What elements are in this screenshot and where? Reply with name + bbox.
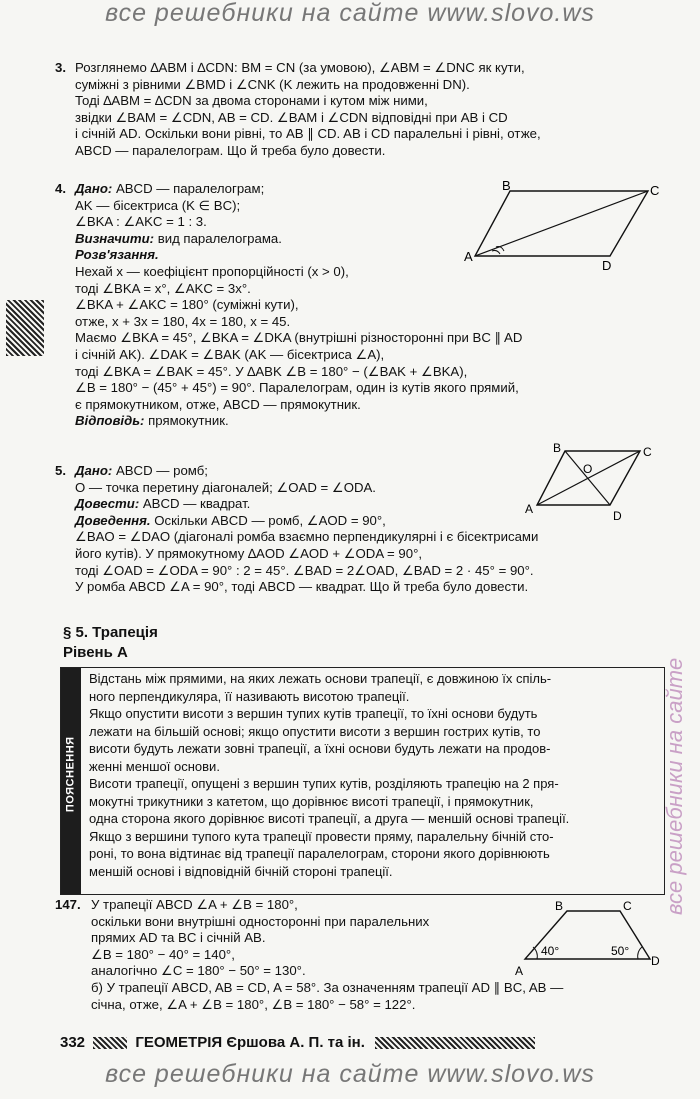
parallelogram-figure <box>464 178 665 273</box>
text-line: ABCD — паралелограм. Що й треба було довести. <box>75 142 386 158</box>
text-line: ∠BAO = ∠DAO (діагоналі ромба взаємно перпендикулярні і є бісектрисами <box>75 529 539 545</box>
vertex-label-a: A <box>515 964 524 978</box>
vertex-label-d: D <box>613 509 622 523</box>
problem-5 <box>55 441 665 596</box>
text-line: Розглянемо ∆ABM і ∆CDN: BM = CN (за умовою), ∠ABM = ∠DNC як кути, <box>75 60 525 75</box>
text-line: Оскільки ABCD — ромб, ∠AOD = 90°, <box>154 512 386 528</box>
prove-text: ABCD — квадрат. <box>142 496 251 512</box>
text-line: Тоді ∆ABM = ∆CDN за двома сторонами і кутом між ними, <box>75 93 428 109</box>
text-line: тоді ∠BKA = ∠BAK = 45°. У ∆ABK ∠B = 180° − (∠BAK + ∠BKA), <box>75 363 468 379</box>
text-line: ∠BKA : ∠AKC = 1 : 3. <box>75 214 207 230</box>
text-line: прямих AD та BC і січній AB. <box>91 930 266 946</box>
level-title: Рівень А <box>63 644 128 661</box>
text-line: аналогічно ∠C = 180° − 50° = 130°. <box>91 963 306 979</box>
angle-label-a: 40° <box>541 944 560 958</box>
given-label: Дано: <box>75 181 113 196</box>
vertex-label-c: C <box>650 183 660 198</box>
note-line: Якщо з вершини тупого кута трапеції провести пряму, паралельну бічній сто- <box>89 828 554 844</box>
text-line: У ромба ABCD ∠A = 90°, тоді ABCD — квадрат. Що й треба було довести. <box>75 579 529 595</box>
text-line: звідки ∠BAM = ∠CDN, AB = CD. ∠BAM і ∠CDN відповідні при AB і CD <box>75 109 508 125</box>
text-line: і січній AK). ∠DAK = ∠BAK (AK — бісектриса ∠A), <box>75 346 385 362</box>
note-line: ного перпендикуляра, її називають висотою трапеції. <box>89 688 410 704</box>
find-label: Визначити: <box>75 230 155 246</box>
watermark-top: все решебники на сайте www.slovo.ws <box>105 0 595 27</box>
vertex-label-b: B <box>555 899 564 913</box>
text-line: б) У трапеції ABCD, AB = CD, A = 58°. За означенням трапеції AD ∥ BC, AB — <box>91 979 564 995</box>
text-line: O — точка перетину діагоналей; ∠OAD = ∠ODA. <box>75 479 376 495</box>
watermark-bottom: все решебники на сайте www.slovo.ws <box>105 1060 595 1088</box>
note-line: Відстань між прямими, на яких лежать основи трапеції, є довжиною їх спіль- <box>89 671 552 686</box>
answer-label: Відповідь: <box>75 413 145 429</box>
given-text: ABCD — паралелограм; <box>115 181 265 196</box>
problem-147 <box>55 897 665 1013</box>
footer-hatch-right <box>375 1037 535 1049</box>
text-line: і січній AD. Оскільки вони рівні, то AB ∥ CD. AB і CD паралельні і рівні, отже, <box>75 126 541 142</box>
text-line: суміжні з рівними ∠BMD і ∠CNK (K лежить на продовженні DN). <box>75 76 470 92</box>
vertex-label-a: A <box>464 249 473 264</box>
note-line: роні, то вона відтинає від трапеції паралелограм, сторони якого дорівнюють <box>89 846 550 861</box>
center-label-o: O <box>583 462 593 476</box>
text-line: оскільки вони внутрішні односторонні при паралельних <box>91 913 430 929</box>
rhombus-figure <box>525 443 665 523</box>
proof-label: Доведення. <box>75 512 151 528</box>
note-line: меншій основі і відповідній бічній стороні трапеції. <box>89 863 393 879</box>
text-line: ∠BKA + ∠AKC = 180° (суміжні кути), <box>75 297 299 313</box>
note-line: женні меншої основи. <box>89 758 220 774</box>
svg-text:все решебники на сайте: все решебники на сайте <box>662 657 687 915</box>
text-line: У трапеції ABCD ∠A + ∠B = 180°, <box>91 897 298 912</box>
problem-number: 147. <box>55 897 81 912</box>
problem-number: 4. <box>55 181 66 196</box>
note-line: одна сторона якого дорівнює висоті трапеції, а друга — меншій основі трапеції. <box>89 811 570 826</box>
find-text: вид паралелограма. <box>157 230 282 246</box>
note-line: висоти будуть лежати зовні трапеції, а їхні основи будуть лежати на продов- <box>89 741 551 756</box>
note-line: лежати на більшій основі; якщо опустити висоти з вершин гострих кутів, то <box>89 723 541 739</box>
text-line: ∠B = 180° − 40° = 140°, <box>91 946 235 962</box>
text-line: січна, отже, ∠A + ∠B = 180°, ∠B = 180° − 58° = 122°. <box>91 996 416 1012</box>
text-line: Маємо ∠BKA = 45°, ∠BKA = ∠DKA (внутрішні різносторонні при BC ∥ AD <box>75 330 523 346</box>
vertex-label-c: C <box>643 445 652 459</box>
problem-3 <box>55 60 541 160</box>
footer-hatch-left <box>93 1037 127 1049</box>
text-line: отже, x + 3x = 180, 4x = 180, x = 45. <box>75 313 291 329</box>
text-line: тоді ∠BKA = x°, ∠AKC = 3x°. <box>75 280 251 296</box>
page-footer <box>60 1035 660 1052</box>
problem-number: 3. <box>55 60 66 75</box>
vertex-label-b: B <box>502 178 511 193</box>
text-line: його кутів). У прямокутному ∆AOD ∠AOD + ∠ODA = 90°, <box>75 545 423 561</box>
side-pattern <box>6 300 44 356</box>
text-line: є прямокутником, отже, ABCD — прямокутник. <box>75 396 361 412</box>
explanation-box <box>60 667 665 895</box>
note-line: Висоти трапеції, опущені з вершин тупих кутів, розділяють трапецію на 2 пря- <box>89 776 559 791</box>
prove-label: Довести: <box>75 496 140 512</box>
angle-label-d: 50° <box>611 944 630 958</box>
text-line: AK — бісектриса (K ∈ BC); <box>75 197 241 213</box>
vertex-label-a: A <box>525 502 534 516</box>
vertex-label-d: D <box>651 954 660 968</box>
page-number: 332 <box>60 1034 86 1051</box>
book-author: Єршова А. П. та ін. <box>226 1034 365 1051</box>
answer-text: прямокутник. <box>148 413 229 429</box>
section-title: § 5. Трапеція <box>63 624 158 641</box>
text-line: тоді ∠OAD = ∠ODA = 90° : 2 = 45°. ∠BAD = 2∠OAD, ∠BAD = 2 · 45° = 90°. <box>75 562 534 578</box>
book-title: ГЕОМЕТРІЯ <box>135 1034 223 1051</box>
vertex-label-b: B <box>553 441 562 455</box>
solution-label: Розв'язання. <box>75 247 159 263</box>
note-line: мокутні трикутники з катетом, що дорівнює висоті трапеції, і прямокутник, <box>89 793 534 809</box>
problem-number: 5. <box>55 463 66 478</box>
note-line: Якщо опустити висоти з вершин тупих кутів трапеції, то їхні основи будуть <box>89 706 538 721</box>
vertex-label-c: C <box>623 899 632 913</box>
text-line: Нехай x — коефіцієнт пропорційності (x > 0), <box>75 263 349 279</box>
text-line: ∠B = 180° − (45° + 45°) = 90°. Паралелограм, один із кутів якого прямий, <box>75 380 519 396</box>
problem-4 <box>55 178 665 430</box>
vertex-label-d: D <box>602 258 612 273</box>
given-label: Дано: <box>75 463 113 478</box>
given-text: ABCD — ромб; <box>115 463 208 478</box>
explanation-side-label: ПОЯСНЕННЯ <box>61 668 81 894</box>
side-watermark <box>640 600 700 920</box>
